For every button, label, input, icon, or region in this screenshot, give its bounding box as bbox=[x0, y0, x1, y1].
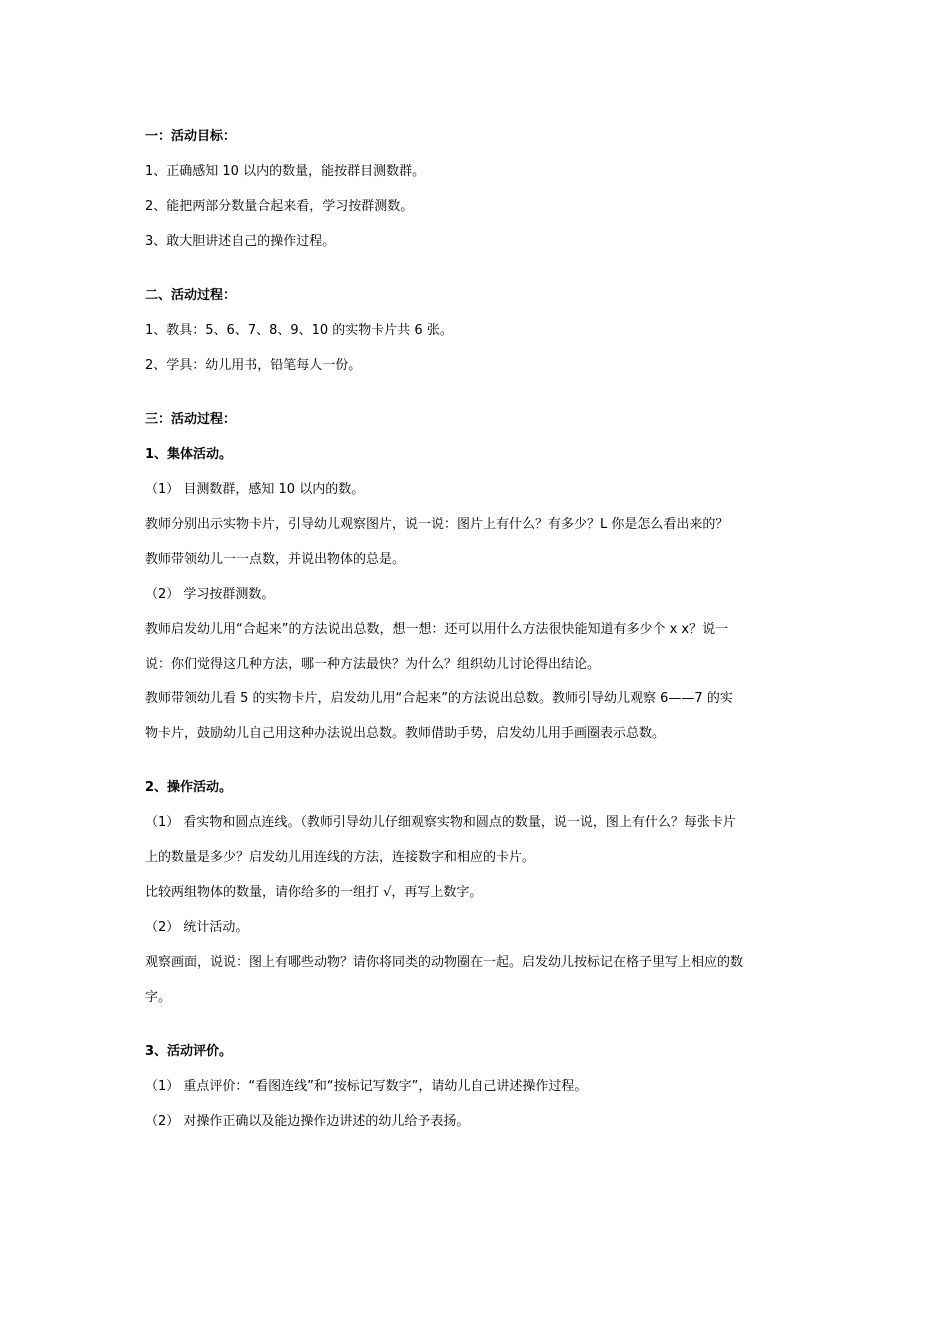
subsection-estimate-title: （1） 目测数群，感知 10 以内的数。 bbox=[145, 482, 365, 497]
subsection-group-count-title: （2） 学习按群测数。 bbox=[145, 587, 275, 602]
section-heading-materials: 二、活动过程： bbox=[145, 288, 237, 303]
goal-item-1: 1、正确感知 10 以内的数量，能按群目测数群。 bbox=[145, 164, 426, 179]
paragraph-line: 比较两组物体的数量，请你给多的一组打 √，再写上数字。 bbox=[145, 885, 483, 900]
paragraph-line: 观察画面，说说：图上有哪些动物？请你将同类的动物圈在一起。启发幼儿按标记在格子里写上相应的数 bbox=[145, 955, 744, 970]
paragraph-line: （2） 对操作正确以及能边操作边讲述的幼儿给予表扬。 bbox=[145, 1114, 470, 1129]
paragraph-line: 教师带领幼儿看 5 的实物卡片，启发幼儿用“合起来”的方法说出总数。教师引导幼儿观察 6——7 的实 bbox=[145, 691, 733, 706]
paragraph-line: 教师带领幼儿一一点数，并说出物体的总是。 bbox=[145, 552, 406, 567]
paragraph-line: 上的数量是多少？启发幼儿用连线的方法，连接数字和相应的卡片。 bbox=[145, 850, 536, 865]
subsection-statistics-title: （2） 统计活动。 bbox=[145, 920, 249, 935]
goal-item-3: 3、敢大胆讲述自己的操作过程。 bbox=[145, 234, 336, 249]
paragraph-line: （1） 重点评价：“看图连线”和“按标记写数字”，请幼儿自己讲述操作过程。 bbox=[145, 1079, 588, 1094]
paragraph-line: 字。 bbox=[145, 990, 172, 1005]
paragraph-line: （1） 看实物和圆点连线。（教师引导幼儿仔细观察实物和圆点的数量，说一说，图上有什么？每张卡片 bbox=[145, 815, 736, 830]
part-title-group-activity: 1、集体活动。 bbox=[145, 447, 233, 462]
materials-item-2: 2、学具：幼儿用书，铅笔每人一份。 bbox=[145, 358, 362, 373]
part-title-operation-activity: 2、操作活动。 bbox=[145, 780, 233, 795]
paragraph-line: 教师启发幼儿用“合起来”的方法说出总数，想一想：还可以用什么方法很快能知道有多少个 x x？说一 bbox=[145, 622, 729, 637]
paragraph-line: 说：你们觉得这几种方法，哪一种方法最快？为什么？组织幼儿讨论得出结论。 bbox=[145, 657, 601, 672]
goal-item-2: 2、能把两部分数量合起来看，学习按群测数。 bbox=[145, 199, 414, 214]
section-heading-process: 三：活动过程： bbox=[145, 412, 237, 427]
paragraph-line: 物卡片，鼓励幼儿自己用这种办法说出总数。教师借助手势，启发幼儿用手画圈表示总数。 bbox=[145, 726, 666, 741]
materials-item-1: 1、教具：5、6、7、8、9、10 的实物卡片共 6 张。 bbox=[145, 323, 453, 338]
part-title-evaluation: 3、活动评价。 bbox=[145, 1044, 233, 1059]
section-heading-goals: 一：活动目标： bbox=[145, 129, 237, 144]
paragraph-line: 教师分别出示实物卡片，引导幼儿观察图片，说一说：图片上有什么？有多少？L 你是怎么看出来的？ bbox=[145, 517, 729, 532]
